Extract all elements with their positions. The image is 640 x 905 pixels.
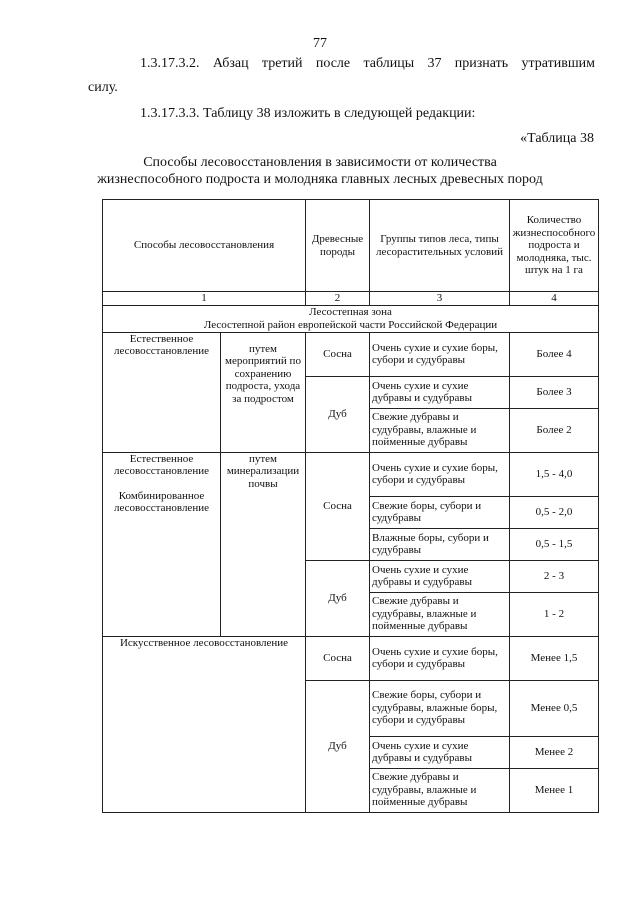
zone-name: Лесостепная зона — [309, 306, 392, 318]
table-row — [103, 332, 599, 376]
group-cell: Влажные боры, субори и судубравы — [370, 528, 510, 560]
region-name: Лесостепной район европейской части Российской Федерации — [203, 318, 498, 331]
group-cell: Очень сухие и сухие боры, субори и судубравы — [370, 636, 510, 680]
zone-row — [103, 305, 599, 332]
species-cell: Дуб — [306, 376, 370, 452]
quantity-cell: 1 - 2 — [510, 592, 599, 636]
group-cell: Свежие боры, субори и судубравы — [370, 496, 510, 528]
species-cell: Дуб — [306, 680, 370, 812]
method-cell: Естественное лесовосстановление — [103, 332, 221, 452]
zone-cell — [103, 305, 599, 332]
group-cell: Очень сухие и сухие боры, субори и судубравы — [370, 452, 510, 496]
way-cell: путем мероприятий по сохранению подроста, ухода за подростом — [221, 332, 306, 452]
table-title-line-2: жизнеспособного подроста и молодняка главных лесных древесных пород — [97, 172, 543, 187]
group-cell: Свежие боры, субори и судубравы, влажные боры, субори и судубравы — [370, 680, 510, 736]
table-header-row — [103, 200, 599, 292]
quantity-cell: 1,5 - 4,0 — [510, 452, 599, 496]
table-reference: «Таблица 38 — [520, 131, 594, 146]
group-cell: Свежие дубравы и судубравы, влажные и пойменные дубравы — [370, 768, 510, 812]
quantity-cell: Менее 0,5 — [510, 680, 599, 736]
method-cell — [103, 452, 221, 636]
column-number: 1 — [103, 292, 306, 306]
way-cell: путем минерализации почвы — [221, 452, 306, 636]
header-methods: Способы лесовосстановления — [103, 200, 306, 292]
group-cell: Очень сухие и сухие дубравы и судубравы — [370, 376, 510, 408]
species-cell: Сосна — [306, 636, 370, 680]
table-title-line-1: Способы лесовосстановления в зависимости от количества — [143, 155, 497, 170]
page-number: 77 — [313, 36, 327, 51]
paragraph-1: 1.3.17.3.2. Абзац третий после таблицы 37 признать утратившим — [140, 56, 595, 71]
quantity-cell: Более 2 — [510, 408, 599, 452]
quantity-cell: Более 4 — [510, 332, 599, 376]
header-groups: Группы типов леса, типы лесорастительных условий — [370, 200, 510, 292]
method-combined: Комбинированное лесовосстановление — [114, 489, 209, 514]
paragraph-1-continuation: силу. — [88, 80, 118, 95]
quantity-cell: Менее 1,5 — [510, 636, 599, 680]
species-cell: Сосна — [306, 452, 370, 560]
paragraph-2: 1.3.17.3.3. Таблицу 38 изложить в следующей редакции: — [140, 106, 476, 121]
quantity-cell: 0,5 - 2,0 — [510, 496, 599, 528]
quantity-cell: Более 3 — [510, 376, 599, 408]
column-number: 4 — [510, 292, 599, 306]
quantity-cell: Менее 1 — [510, 768, 599, 812]
quantity-cell: 2 - 3 — [510, 560, 599, 592]
header-species: Древесные породы — [306, 200, 370, 292]
group-cell: Очень сухие и сухие боры, субори и судубравы — [370, 332, 510, 376]
header-quantity: Количество жизнеспособного подроста и молодняка, тыс. штук на 1 га — [510, 200, 599, 292]
method-cell: Искусственное лесовосстановление — [103, 636, 306, 812]
group-cell: Свежие дубравы и судубравы, влажные и пойменные дубравы — [370, 408, 510, 452]
quantity-cell: Менее 2 — [510, 736, 599, 768]
species-cell: Дуб — [306, 560, 370, 636]
table-row — [103, 636, 599, 680]
column-number: 2 — [306, 292, 370, 306]
method-natural: Естественное лесовосстановление — [114, 452, 209, 477]
species-cell: Сосна — [306, 332, 370, 376]
forest-restoration-table — [102, 199, 599, 813]
table-title — [0, 154, 640, 188]
group-cell: Свежие дубравы и судубравы, влажные и пойменные дубравы — [370, 592, 510, 636]
group-cell: Очень сухие и сухие дубравы и судубравы — [370, 560, 510, 592]
column-number: 3 — [370, 292, 510, 306]
table-row — [103, 452, 599, 496]
column-number-row — [103, 292, 599, 306]
group-cell: Очень сухие и сухие дубравы и судубравы — [370, 736, 510, 768]
quantity-cell: 0,5 - 1,5 — [510, 528, 599, 560]
